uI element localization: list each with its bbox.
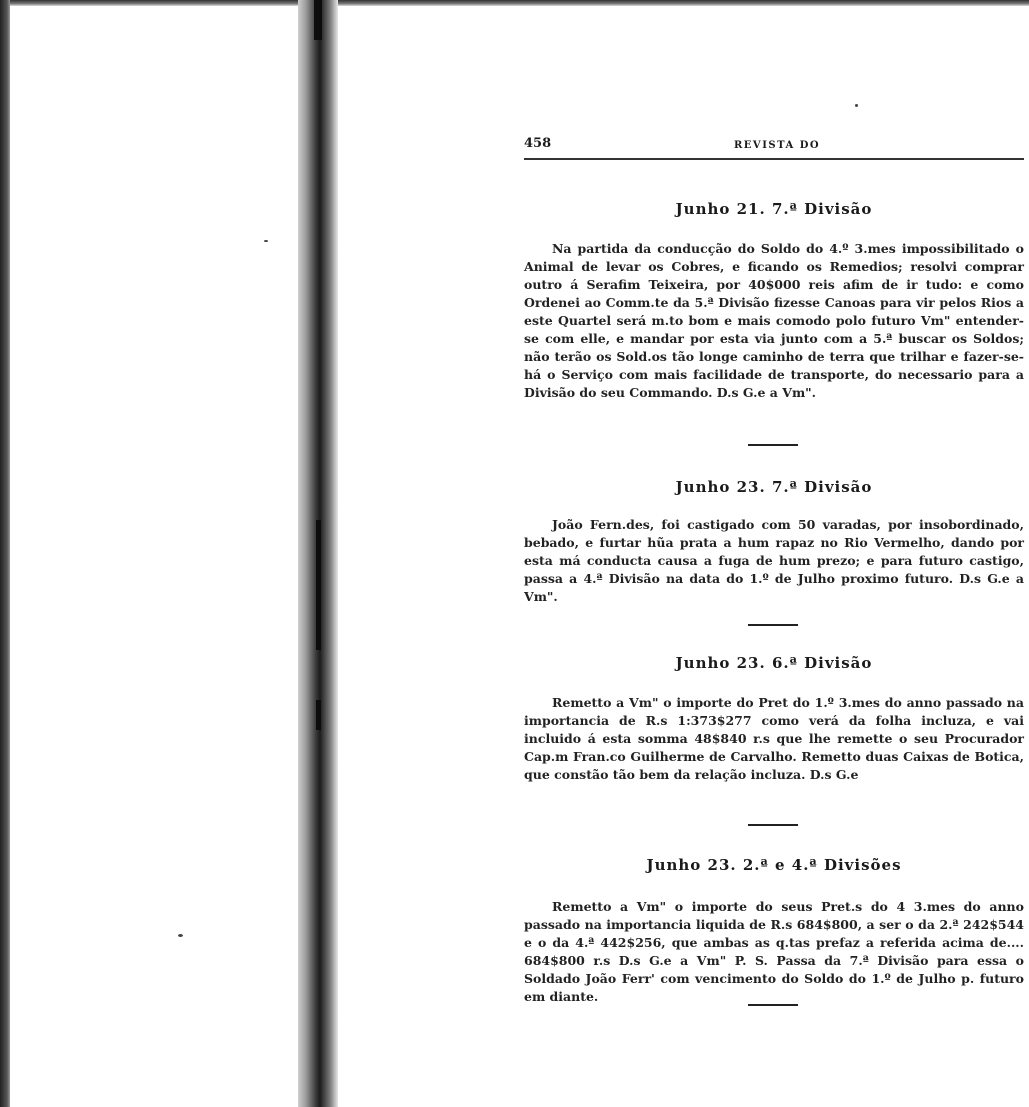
running-head bbox=[524, 128, 1024, 160]
running-title: REVISTA DO bbox=[734, 140, 821, 151]
entry bbox=[524, 856, 1024, 1006]
entry-heading: Junho 23. 2.ª e 4.ª Divisões bbox=[646, 856, 902, 874]
section-divider bbox=[748, 824, 798, 826]
entry-heading: Junho 23. 7.ª Divisão bbox=[675, 478, 873, 496]
book-page bbox=[524, 128, 1024, 1004]
page-top-edge bbox=[0, 0, 1029, 6]
gutter-mark bbox=[316, 520, 321, 650]
paper-speck bbox=[264, 240, 268, 242]
entry-body: Na partida da conducção do Soldo do 4.º 3.mes impossibilitado o Animal de levar os Cobres, e ficando os Remedios; resolvi comprar outro á Serafim Teixeira, por 40$000 reis afim de ir tudo: e como Ordenei ao Comm.te da 5.ª Divisão fizesse Canoas para vir pelos Rios a este Quartel será m.to bom e mais comodo polo futuro Vm" entender-se com elle, e mandar por esta via junto com a 5.ª buscar os Soldos; não terão os Sold.os tão longe caminho de terra que trilhar e fazer-se-há o Serviço com mais facilidade de transporte, do necessario para a Divisão do seu Commando. D.s G.e a Vm". bbox=[524, 241, 1024, 400]
paper-speck bbox=[855, 104, 858, 107]
paper-speck bbox=[178, 934, 183, 937]
page-number: 458 bbox=[524, 136, 552, 151]
entry bbox=[524, 200, 1024, 402]
entry bbox=[524, 654, 1024, 784]
section-divider bbox=[748, 444, 798, 446]
entry-heading: Junho 21. 7.ª Divisão bbox=[675, 200, 873, 218]
book-left-edge bbox=[0, 0, 10, 1107]
section-divider bbox=[748, 624, 798, 626]
entry bbox=[524, 478, 1024, 606]
section-divider bbox=[748, 1004, 798, 1006]
entry-body: João Fern.des, foi castigado com 50 varadas, por insobordinado, bebado, e furtar hũa prata a hum rapaz no Rio Vermelho, dando por esta má conducta causa a fuga de hum prezo; e para futuro castigo, passa a 4.ª Divisão na data do 1.º de Julho proximo futuro. D.s G.e a Vm". bbox=[524, 517, 1024, 604]
entry-body: Remetto a Vm" o importe do Pret do 1.º 3.mes do anno passado na importancia de R.s 1:373$277 como verá da folha incluza, e vai incluido á esta somma 48$840 r.s que lhe remette o seu Procurador Cap.m Fran.co Guilherme de Carvalho. Remetto duas Caixas de Botica, que constão tão bem da relação incluza. D.s G.e bbox=[524, 695, 1024, 782]
entry-body: Remetto a Vm" o importe do seus Pret.s do 4 3.mes do anno passado na importancia liquida de R.s 684$800, a ser o da 2.ª 242$544 e o da 4.ª 442$256, que ambas as q.tas prefaz a referida acima de.... 684$800 r.s D.s G.e a Vm" P. S. Passa da 7.ª Divisão para essa o Soldado João Ferr' com vencimento do Soldo do 1.º de Julho p. futuro em diante. bbox=[524, 899, 1024, 1004]
gutter-mark bbox=[316, 700, 321, 730]
entry-heading: Junho 23. 6.ª Divisão bbox=[675, 654, 873, 672]
gutter-mark bbox=[314, 0, 322, 40]
